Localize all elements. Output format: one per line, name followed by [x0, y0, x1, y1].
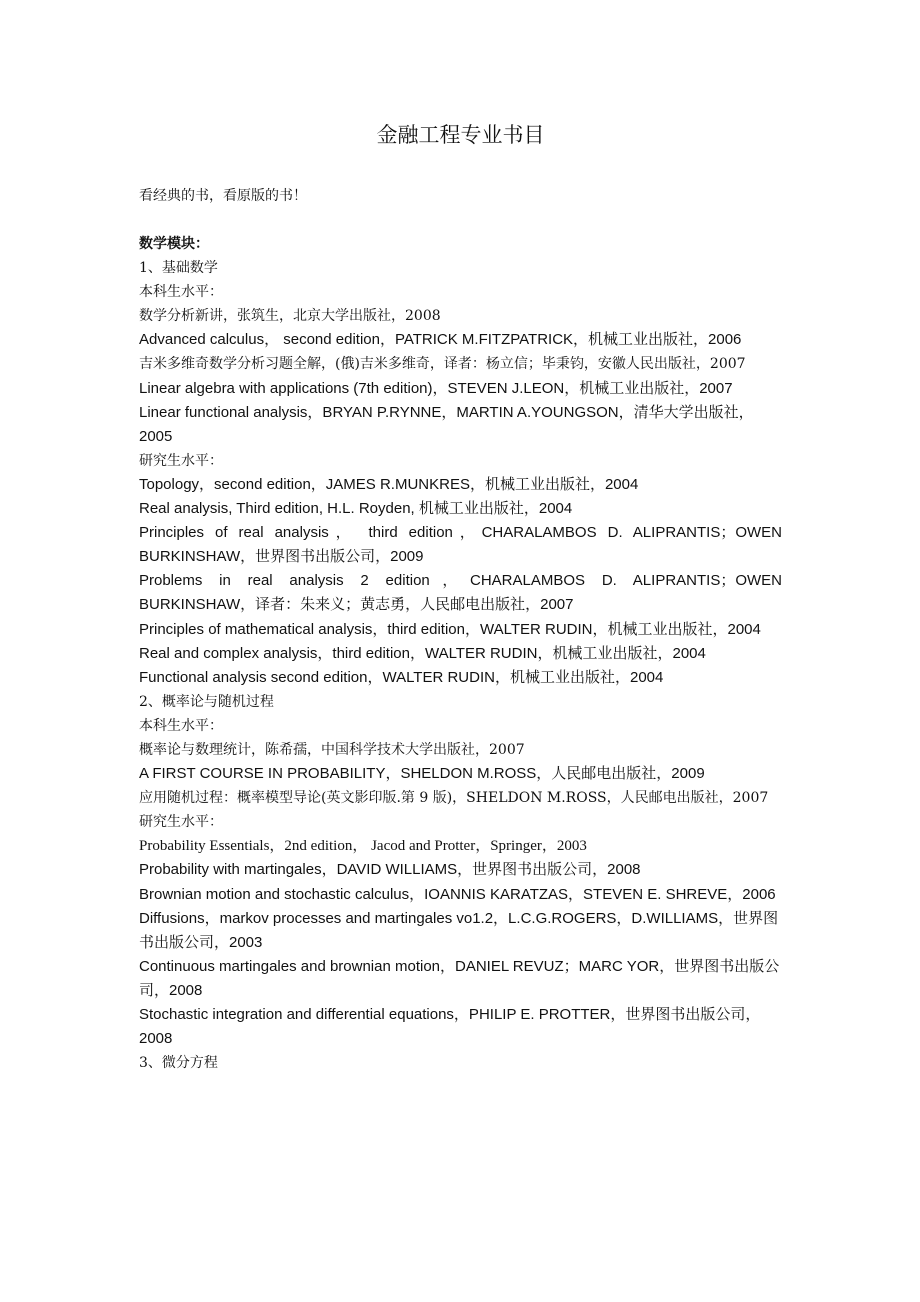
intro-text: 看经典的书，看原版的书！: [139, 188, 307, 204]
book-list-line: 2、概率论与随机过程: [139, 693, 274, 710]
book-list-line: 研究生水平：: [139, 452, 223, 469]
book-list-line: 数学分析新讲，张筑生，北京大学出版社，2008: [139, 308, 441, 325]
book-list-line: Advanced calculus， second edition，PATRICK M.FITZPATRICK，机械工业出版社，2006: [139, 331, 742, 349]
document-title: 金融工程专业书目: [376, 123, 545, 147]
book-list-line: Principles of real analysis， third edition，CHARALAMBOS D. ALIPRANTIS；OWEN BURKINSHAW，世界图书出版公司，2009: [139, 524, 782, 566]
book-list-line: Principles of mathematical analysis，third edition，WALTER RUDIN，机械工业出版社，2004: [139, 620, 761, 638]
book-list-line: A FIRST COURSE IN PROBABILITY，SHELDON M.ROSS，人民邮电出版社，2009: [139, 765, 705, 783]
book-list-line: 1、基础数学: [139, 260, 218, 277]
book-list-line: Real analysis, Third edition, H.L. Royden, 机械工业出版社，2004: [139, 500, 573, 518]
book-list-line: Real and complex analysis，third edition，WALTER RUDIN，机械工业出版社，2004: [139, 644, 706, 662]
book-list-line: Brownian motion and stochastic calculus，IOANNIS KARATZAS，STEVEN E. SHREVE，2006: [139, 885, 776, 903]
book-list-line: Functional analysis second edition，WALTER RUDIN，机械工业出版社，2004: [139, 668, 664, 686]
book-list-line: Linear algebra with applications (7th edition)，STEVEN J.LEON，机械工业出版社，2007: [139, 379, 733, 397]
book-list-line: 研究生水平：: [139, 814, 223, 831]
book-list-line: Probability with martingales，DAVID WILLIAMS，世界图书出版公司，2008: [139, 861, 641, 879]
book-list-line: Linear functional analysis，BRYAN P.RYNNE，MARTIN A.YOUNGSON，清华大学出版社，2005: [139, 403, 754, 445]
book-list-line: Stochastic integration and differential equations，PHILIP E. PROTTER，世界图书出版公司，2008: [139, 1006, 761, 1048]
book-list-line: Continuous martingales and brownian motion，DANIEL REVUZ；MARC YOR，世界图书出版公司，2008: [139, 957, 780, 999]
book-list-line: Topology，second edition，JAMES R.MUNKRES，机械工业出版社，2004: [139, 475, 639, 493]
section-heading: 数学模块：: [139, 236, 209, 252]
book-list-line: 本科生水平：: [139, 717, 223, 734]
book-list-line: Problems in real analysis 2 edition，CHARALAMBOS D. ALIPRANTIS；OWEN BURKINSHAW，译者：朱来义；黄志勇，人民邮电出版社，2007: [139, 572, 782, 614]
book-list-line: Diffusions，markov processes and martingales vo1.2，L.C.G.ROGERS，D.WILLIAMS，世界图书出版公司，2003: [139, 909, 779, 951]
book-list-line: 3、微分方程: [139, 1055, 218, 1072]
book-list-line: 吉米多维奇数学分析习题全解，(俄)吉米多维奇，译者：杨立信；毕秉钧，安徽人民出版社，2007: [139, 356, 746, 373]
book-list: [139, 232, 782, 1075]
book-list-line: 本科生水平：: [139, 284, 223, 301]
book-list-line: 应用随机过程：概率模型导论(英文影印版.第 9 版)，SHELDON M.ROSS，人民邮电出版社，2007: [139, 790, 769, 807]
book-list-line: 概率论与数理统计，陈希孺，中国科学技术大学出版社，2007: [139, 741, 525, 758]
book-list-line: Probability Essentials，2nd edition， Jacod and Protter，Springer，2003: [139, 838, 587, 855]
